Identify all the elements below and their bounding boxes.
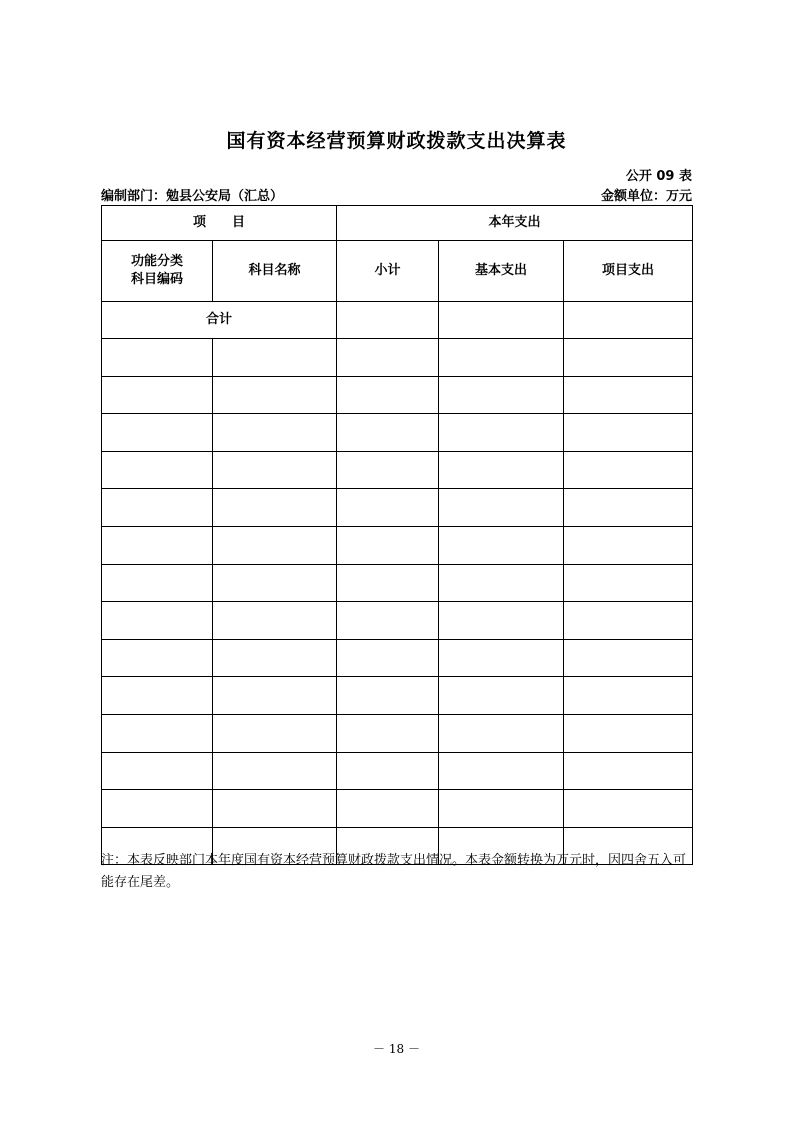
table-cell: [564, 489, 693, 527]
table-cell: [439, 752, 564, 790]
table-row: [102, 714, 693, 752]
table-cell: [564, 376, 693, 414]
table-row: [102, 677, 693, 715]
total-subtotal-cell: [337, 302, 439, 339]
header-project-expense: 项目支出: [564, 241, 693, 302]
header-function-code: [102, 241, 213, 302]
table-row: [102, 790, 693, 828]
header-subject-name: 科目名称: [213, 241, 337, 302]
table-row: [102, 339, 693, 377]
table-cell: [337, 526, 439, 564]
table-cell: [213, 639, 337, 677]
total-label: 合计: [102, 302, 337, 339]
table-cell: [439, 714, 564, 752]
table-row: [102, 489, 693, 527]
table-cell: [439, 489, 564, 527]
table-cell: [213, 489, 337, 527]
table-cell: [439, 790, 564, 828]
table-cell: [564, 451, 693, 489]
table-row: [102, 639, 693, 677]
table-cell: [564, 602, 693, 640]
table-cell: [439, 451, 564, 489]
table-cell: [213, 376, 337, 414]
table-cell: [439, 376, 564, 414]
table-cell: [213, 451, 337, 489]
page-number: － 18 －: [373, 1042, 420, 1056]
table-cell: [337, 677, 439, 715]
table-cell: [337, 602, 439, 640]
expenditure-table: [101, 205, 693, 865]
table-cell: [564, 639, 693, 677]
table-cell: [213, 790, 337, 828]
table-cell: [337, 564, 439, 602]
table-cell: [564, 339, 693, 377]
table-cell: [102, 526, 213, 564]
table-row: [102, 564, 693, 602]
compiling-department: 编制部门：勉县公安局（汇总）: [101, 189, 284, 204]
table-cell: [337, 489, 439, 527]
table-cell: [337, 790, 439, 828]
total-project-cell: [564, 302, 693, 339]
table-cell: [102, 339, 213, 377]
total-basic-cell: [439, 302, 564, 339]
table-cell: [102, 790, 213, 828]
table-cell: [213, 339, 337, 377]
table-cell: [213, 602, 337, 640]
table-row: [102, 526, 693, 564]
table-cell: [213, 564, 337, 602]
table-cell: [337, 451, 439, 489]
table-cell: [102, 602, 213, 640]
table-row: [102, 376, 693, 414]
table-cell: [213, 677, 337, 715]
header-item: 项 目: [102, 206, 337, 241]
table-cell: [102, 714, 213, 752]
table-cell: [439, 602, 564, 640]
table-row: [102, 752, 693, 790]
table-row: [102, 451, 693, 489]
table-cell: [102, 451, 213, 489]
table-cell: [213, 714, 337, 752]
table-cell: [337, 639, 439, 677]
header-function-code-line1: 功能分类: [130, 254, 183, 269]
table-cell: [337, 339, 439, 377]
table-row: [102, 602, 693, 640]
table-cell: [102, 376, 213, 414]
table-cell: [564, 564, 693, 602]
table-cell: [102, 489, 213, 527]
table-note: 注：本表反映部门本年度国有资本经营预算财政拨款支出情况。本表金额转换为万元时，因四舍五入可能存在尾差。: [101, 853, 687, 890]
table-cell: [564, 714, 693, 752]
header-basic-expense: 基本支出: [439, 241, 564, 302]
table-cell: [102, 414, 213, 452]
table-cell: [564, 790, 693, 828]
table-cell: [564, 752, 693, 790]
table-cell: [439, 339, 564, 377]
table-cell: [439, 414, 564, 452]
header-function-code-line2: 科目编码: [130, 272, 183, 287]
table-cell: [102, 639, 213, 677]
table-cell: [439, 564, 564, 602]
table-cell: [439, 677, 564, 715]
header-subtotal: 小计: [337, 241, 439, 302]
table-cell: [213, 752, 337, 790]
table-cell: [337, 752, 439, 790]
amount-unit: 金额单位：万元: [600, 189, 692, 204]
table-cell: [213, 414, 337, 452]
table-cell: [102, 564, 213, 602]
table-cell: [337, 414, 439, 452]
table-cell: [337, 714, 439, 752]
page-title: 国有资本经营预算财政拨款支出决算表: [226, 130, 567, 152]
table-cell: [337, 376, 439, 414]
table-cell: [102, 677, 213, 715]
table-cell: [439, 526, 564, 564]
table-cell: [564, 526, 693, 564]
header-current-year-expense: 本年支出: [337, 206, 693, 241]
form-number: 公开 09 表: [625, 169, 692, 184]
table-cell: [564, 414, 693, 452]
table-row: [102, 414, 693, 452]
table-cell: [102, 752, 213, 790]
table-cell: [564, 677, 693, 715]
table-cell: [213, 526, 337, 564]
table-cell: [439, 639, 564, 677]
